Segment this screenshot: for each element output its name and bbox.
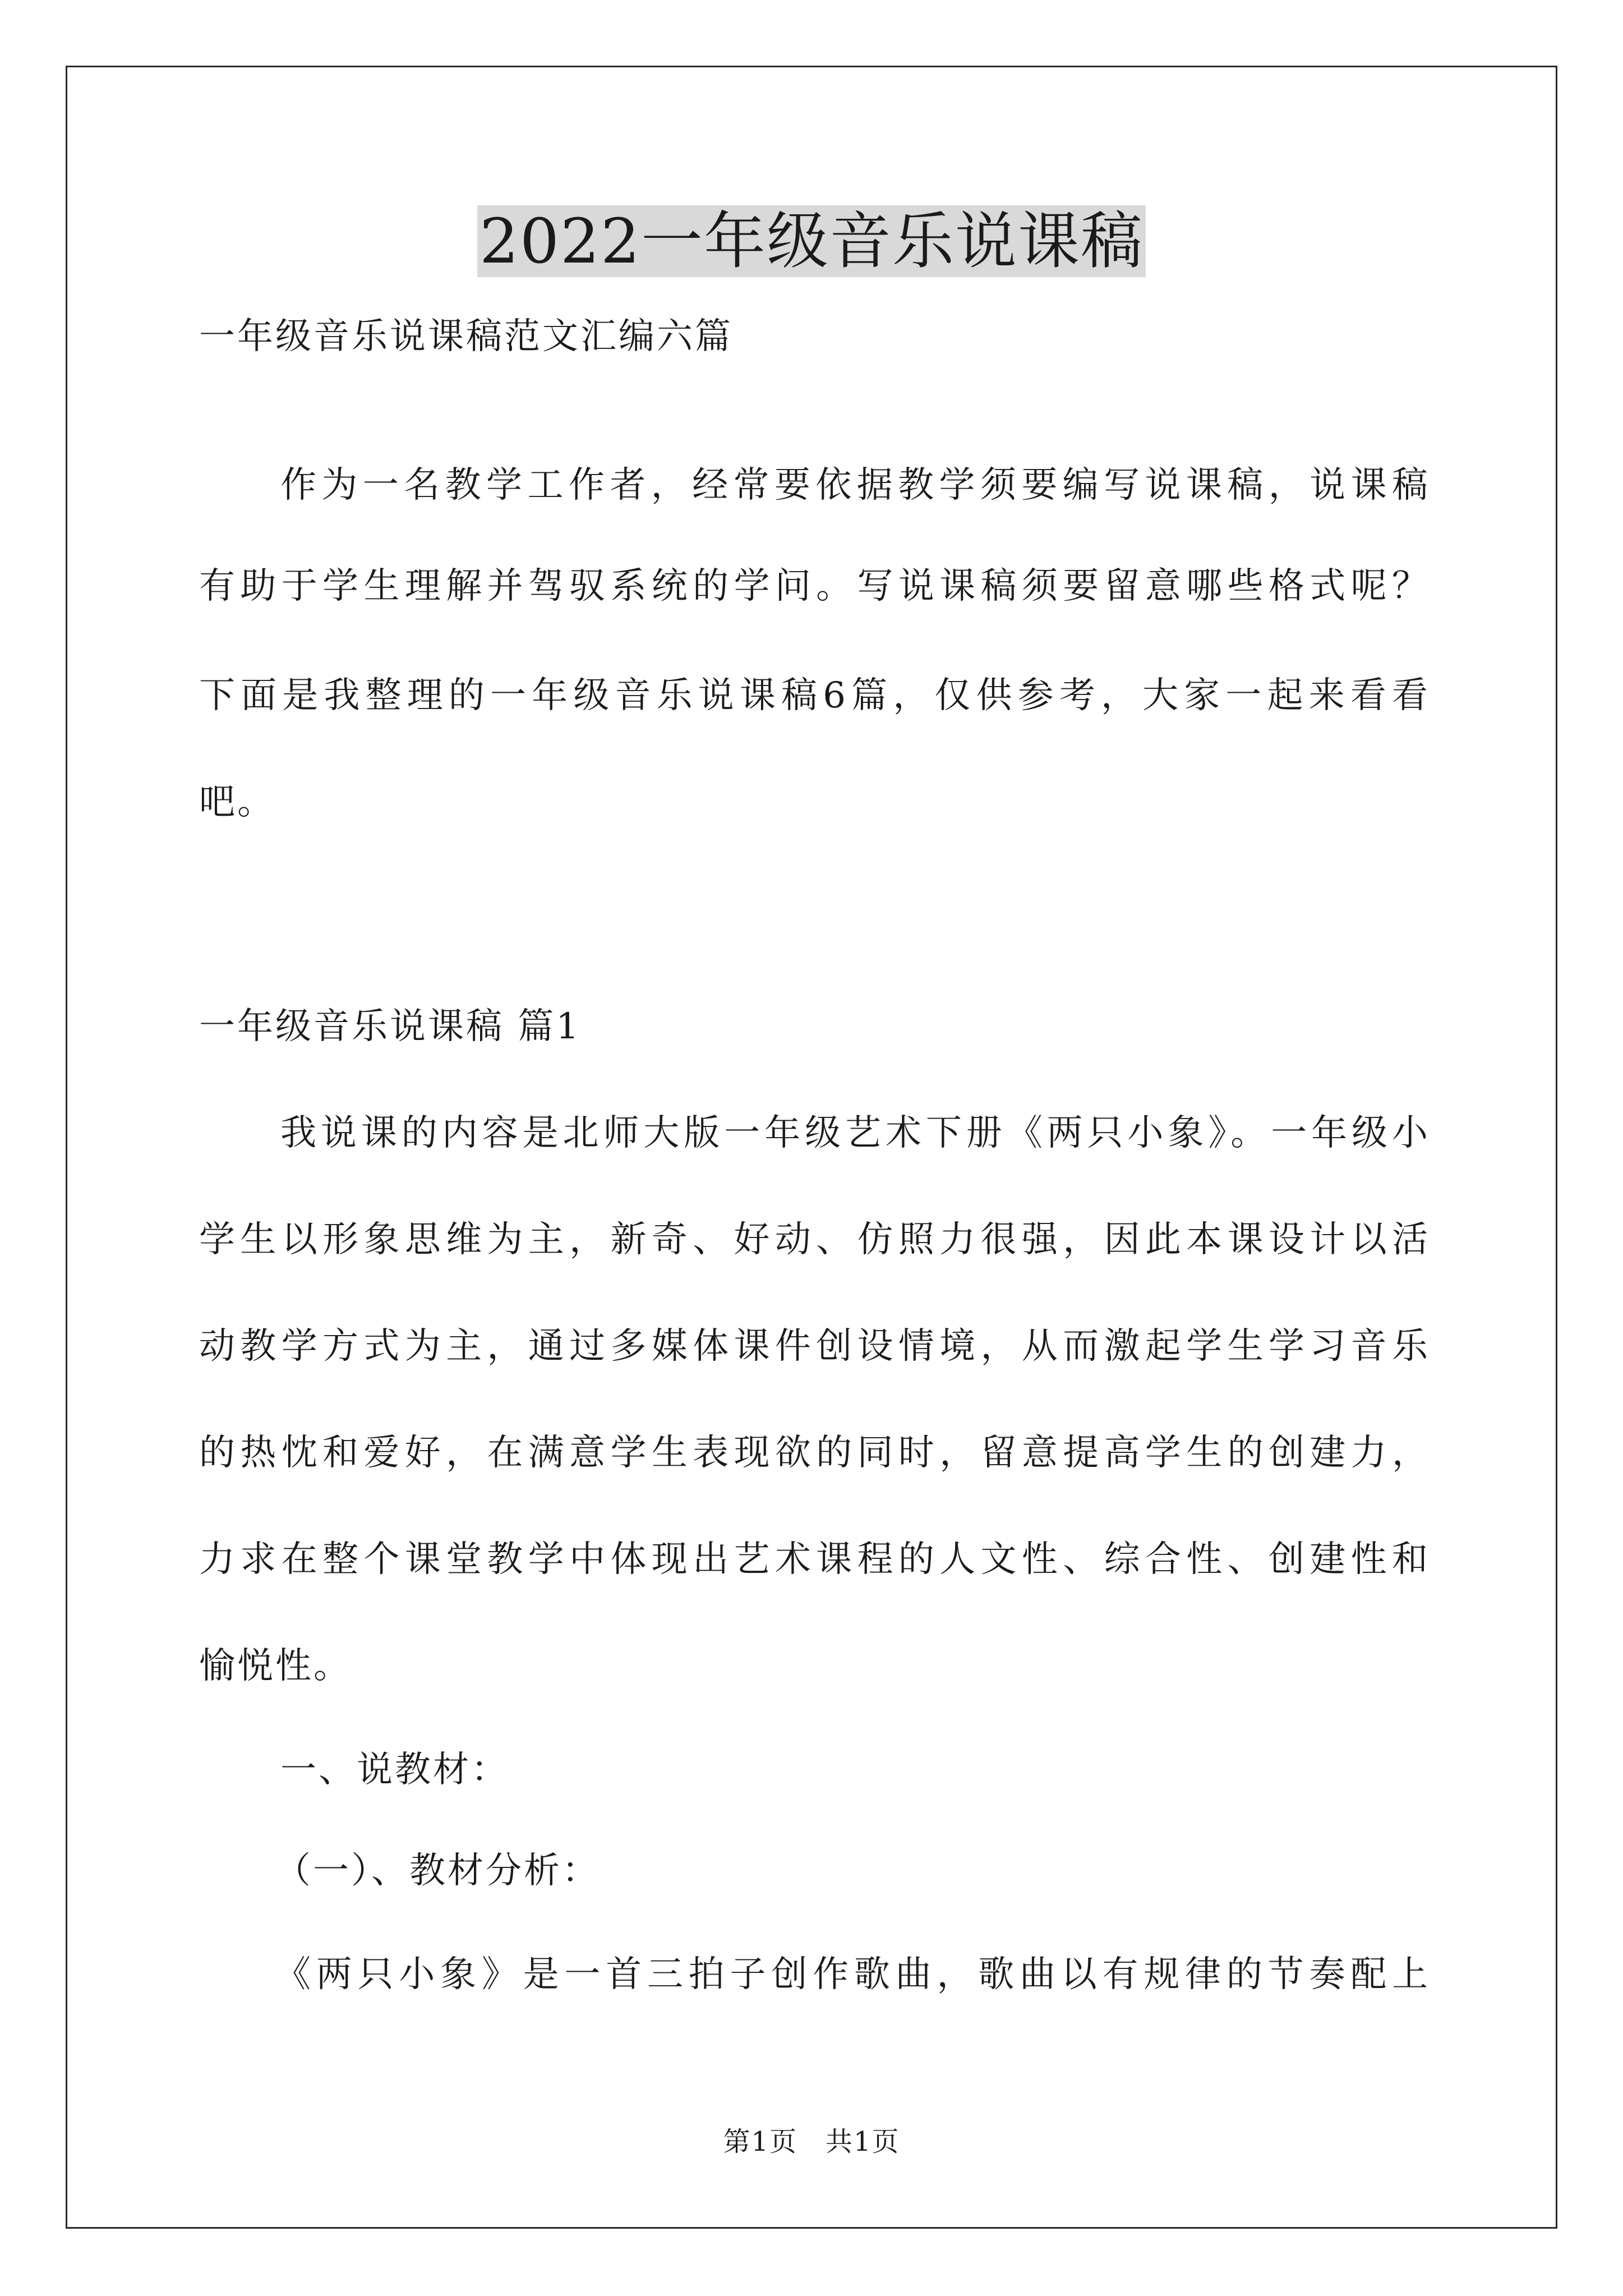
page-number: 第1页 共1页 xyxy=(723,2126,900,2157)
intro-line: 吧。 xyxy=(199,781,275,823)
intro-line: 作为一名教学工作者，经常要依据教学须要编写说课稿，说课稿 xyxy=(280,464,1430,506)
document-title-text: 2022一年级音乐说课稿 xyxy=(477,205,1146,277)
body-line: 力求在整个课堂教学中体现出艺术课程的人文性、综合性、创建性和 xyxy=(199,1539,1430,1580)
body-line: 我说课的内容是北师大版一年级艺术下册《两只小象》。一年级小 xyxy=(280,1112,1430,1154)
document-title xyxy=(0,199,1623,283)
subsection-heading: 一、说教材： xyxy=(280,1749,509,1791)
body-line: 《两只小象》是一首三拍子创作歌曲，歌曲以有规律的节奏配上 xyxy=(275,1954,1430,1995)
intro-line: 下面是我整理的一年级音乐说课稿6篇，仅供参考，大家一起来看看 xyxy=(199,675,1430,716)
body-line: 动教学方式为主，通过多媒体课件创设情境，从而激起学生学习音乐 xyxy=(199,1326,1430,1367)
body-line: 愉悦性。 xyxy=(199,1645,352,1687)
section-heading: 一年级音乐说课稿 篇1 xyxy=(199,1006,582,1047)
body-line: 学生以形象思维为主，新奇、好动、仿照力很强，因此本课设计以活 xyxy=(199,1219,1430,1260)
body-line: 的热忱和爱好，在满意学生表现欲的同时，留意提高学生的创建力， xyxy=(199,1432,1430,1474)
intro-line: 有助于学生理解并驾驭系统的学问。写说课稿须要留意哪些格式呢？ xyxy=(199,565,1430,607)
subsection-heading: （一）、教材分析： xyxy=(275,1850,600,1892)
document-subtitle: 一年级音乐说课稿范文汇编六篇 xyxy=(199,316,733,357)
